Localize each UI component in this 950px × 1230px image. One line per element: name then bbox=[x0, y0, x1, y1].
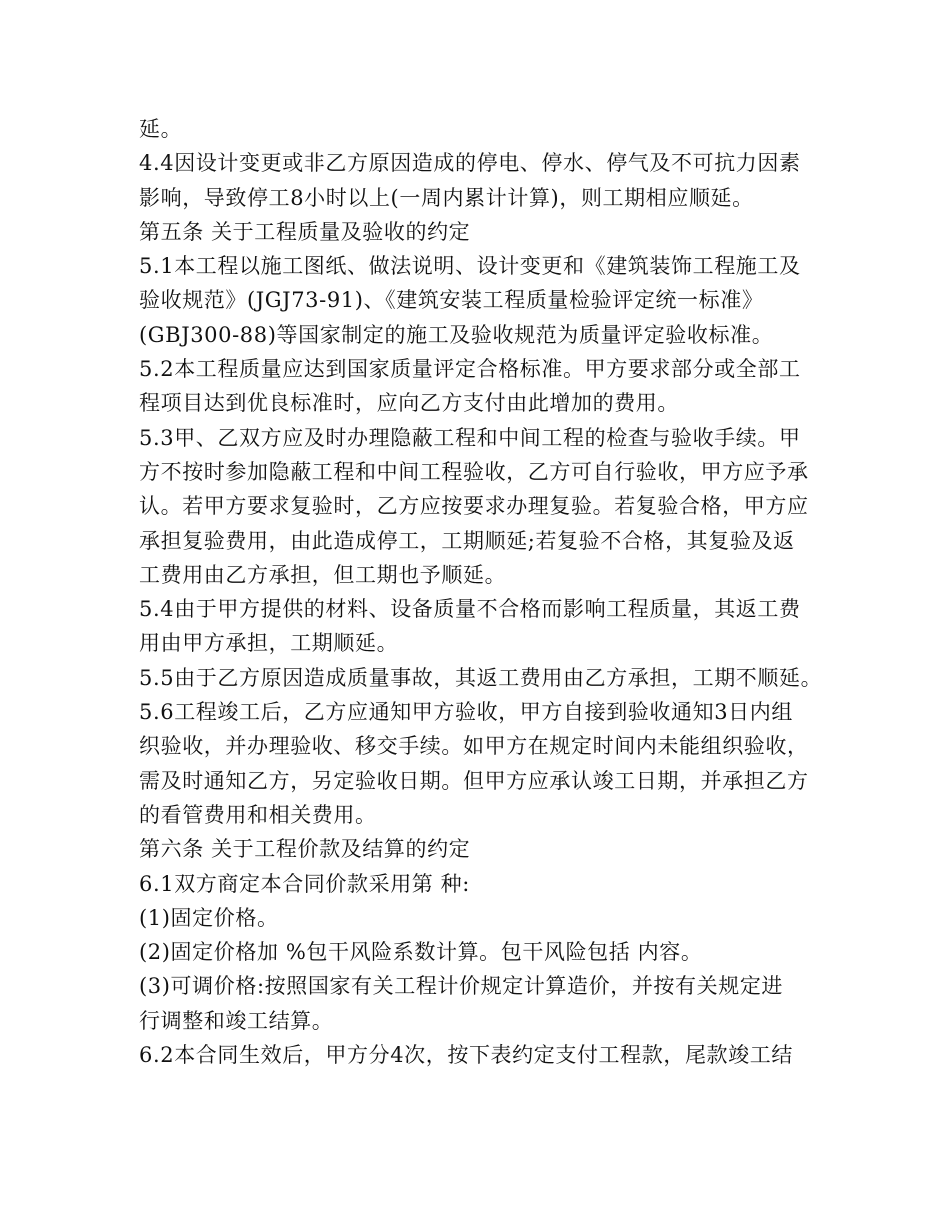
text-line: 认。若甲方要求复验时，乙方应按要求办理复验。若复验合格，甲方应 bbox=[139, 494, 809, 519]
article-6-heading: 第六条 关于工程价款及结算的约定 bbox=[139, 837, 471, 862]
document-body bbox=[139, 112, 821, 1072]
text-line: 工费用由乙方承担，但工期也予顺延。 bbox=[139, 562, 507, 587]
text-line: 方不按时参加隐蔽工程和中间工程验收，乙方可自行验收，甲方应予承 bbox=[139, 459, 809, 484]
text-line: 行调整和竣工结算。 bbox=[139, 1008, 334, 1033]
article-5-heading: 第五条 关于工程质量及验收的约定 bbox=[139, 219, 471, 244]
option-3: (3)可调价格:按照国家有关工程计价规定计算造价，并按有关规定进 bbox=[139, 974, 784, 999]
text-line: 验收规范》(JGJ73-91)、《建筑安装工程质量检验评定统一标准》 bbox=[139, 288, 764, 313]
clause-6-2: 6.2本合同生效后，甲方分4次，按下表约定支付工程款，尾款竣工结 bbox=[139, 1043, 793, 1068]
clause-5-3: 5.3甲、乙双方应及时办理隐蔽工程和中间工程的检查与验收手续。甲 bbox=[139, 425, 801, 450]
text-line: 用由甲方承担，工期顺延。 bbox=[139, 631, 399, 656]
clause-5-1: 5.1本工程以施工图纸、做法说明、设计变更和《建筑装饰工程施工及 bbox=[139, 254, 801, 279]
text-line: 延。 bbox=[139, 117, 183, 141]
clause-4-4: 4.4因设计变更或非乙方原因造成的停电、停水、停气及不可抗力因素 bbox=[139, 151, 801, 176]
text-line: (GBJ300-88)等国家制定的施工及验收规范为质量评定验收标准。 bbox=[139, 322, 774, 347]
text-line: 程项目达到优良标准时，应向乙方支付由此增加的费用。 bbox=[139, 391, 679, 416]
clause-5-6: 5.6工程竣工后，乙方应通知甲方验收，甲方自接到验收通知3日内组 bbox=[139, 700, 793, 725]
text-line: 的看管费用和相关费用。 bbox=[139, 802, 377, 827]
option-2: (2)固定价格加 %包干风险系数计算。包干风险包括 内容。 bbox=[139, 940, 703, 965]
clause-5-2: 5.2本工程质量应达到国家质量评定合格标准。甲方要求部分或全部工 bbox=[139, 357, 801, 382]
text-line: 需及时通知乙方，另定验收日期。但甲方应承认竣工日期，并承担乙方 bbox=[139, 768, 809, 793]
option-1: (1)固定价格。 bbox=[139, 905, 279, 930]
clause-5-5: 5.5由于乙方原因造成质量事故，其返工费用由乙方承担，工期不顺延。 bbox=[139, 665, 823, 690]
clause-6-1: 6.1双方商定本合同价款采用第 种: bbox=[139, 871, 470, 896]
text-line: 织验收，并办理验收、移交手续。如甲方在规定时间内未能组织验收， bbox=[139, 734, 809, 759]
text-line: 承担复验费用，由此造成停工，工期顺延;若复验不合格，其复验及返 bbox=[139, 528, 795, 553]
text-line: 影响，导致停工8小时以上(一周内累计计算)，则工期相应顺延。 bbox=[139, 185, 754, 210]
clause-5-4: 5.4由于甲方提供的材料、设备质量不合格而影响工程质量，其返工费 bbox=[139, 597, 801, 622]
